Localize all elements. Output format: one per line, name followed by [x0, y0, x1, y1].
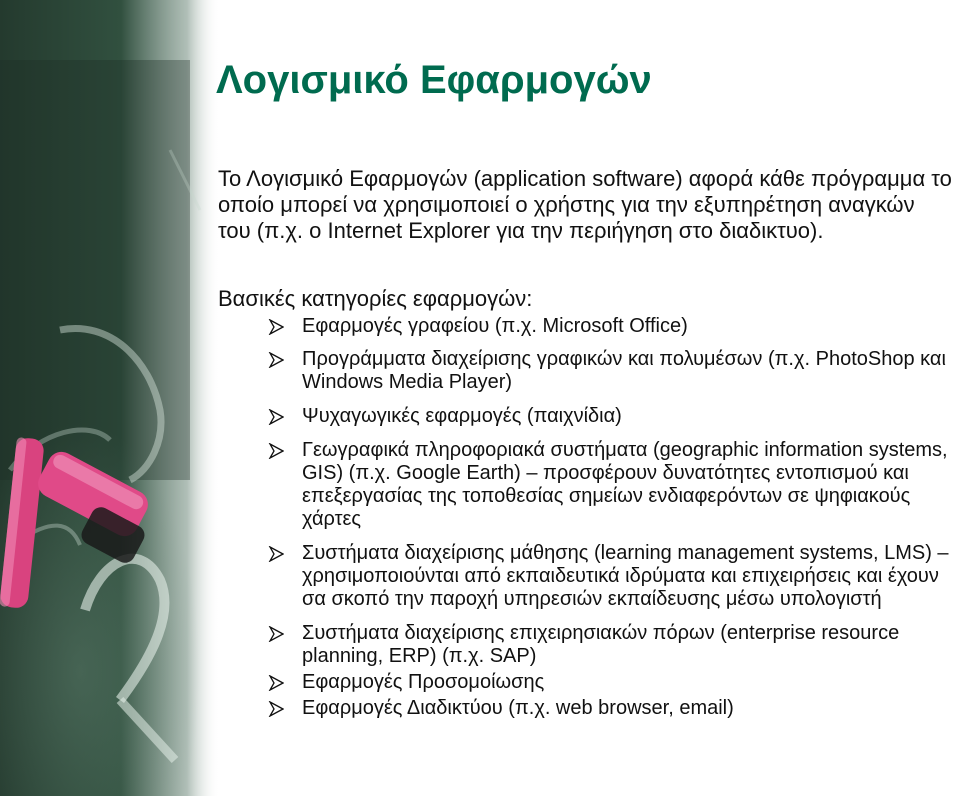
arrowhead-bullet-icon — [268, 546, 284, 562]
intro-paragraph: Το Λογισμικό Εφαρμογών (application software) αφορά κάθε πρόγραμμα το οποίο μπορεί να χρησιμοποιεί ο χρήστης για την εξυπηρέτηση αναγκών του (π.χ. ο Internet Explorer για την περιήγηση στο διαδικτυο). — [218, 166, 952, 243]
arrowhead-bullet-icon — [268, 443, 284, 459]
list-item — [268, 622, 960, 668]
slide-title: Λογισμικό Εφαρμογών — [216, 58, 652, 102]
list-item-text: Εφαρμογές Διαδικτύου (π.χ. web browser, email) — [302, 697, 734, 719]
arrowhead-bullet-icon — [268, 701, 284, 717]
list-item — [268, 348, 960, 394]
list-item-text: Προγράμματα διαχείρισης γραφικών και πολυμέσων (π.χ. PhotoShop και Windows Media Player) — [302, 348, 946, 393]
arrowhead-bullet-icon — [268, 626, 284, 642]
arrowhead-bullet-icon — [268, 352, 284, 368]
categories-heading: Βασικές κατηγορίες εφαρμογών: — [218, 286, 533, 311]
arrowhead-bullet-icon — [268, 409, 284, 425]
list-item — [268, 315, 960, 338]
category-list — [268, 315, 960, 720]
list-item — [268, 439, 960, 531]
list-item — [268, 671, 960, 694]
list-item — [268, 405, 960, 428]
arrowhead-bullet-icon — [268, 675, 284, 691]
arrowhead-bullet-icon — [268, 319, 284, 335]
list-item-text: Ψυχαγωγικές εφαρμογές (παιχνίδια) — [302, 405, 622, 427]
chalkboard-chalk-image — [0, 0, 220, 796]
list-item-text: Εφαρμογές Προσομοίωσης — [302, 671, 545, 693]
list-item — [268, 697, 960, 720]
list-item-text: Γεωγραφικά πληροφοριακά συστήματα (geographic information systems, GIS) (π.χ. Google Earth) – προσφέρουν δυνατότητες εντοπισμού και επεξεργασίας της τοποθεσίας σημείων ενδιαφερόντων σε ψηφιακούς χάρτες — [302, 439, 948, 530]
list-item — [268, 542, 960, 611]
list-item-text: Εφαρμογές γραφείου (π.χ. Microsoft Office) — [302, 315, 688, 337]
list-item-text: Συστήματα διαχείρισης επιχειρησιακών πόρων (enterprise resource planning, ERP) (π.χ. SAP) — [302, 622, 900, 667]
list-item-text: Συστήματα διαχείρισης μάθησης (learning management systems, LMS) – χρησιμοποιούνται από εκπαιδευτικά ιδρύματα και επιχειρήσεις και έχουν σα σκοπό την παροχή υπηρεσιών εκπαίδευσης μέσω υπολογιστή — [302, 542, 949, 610]
